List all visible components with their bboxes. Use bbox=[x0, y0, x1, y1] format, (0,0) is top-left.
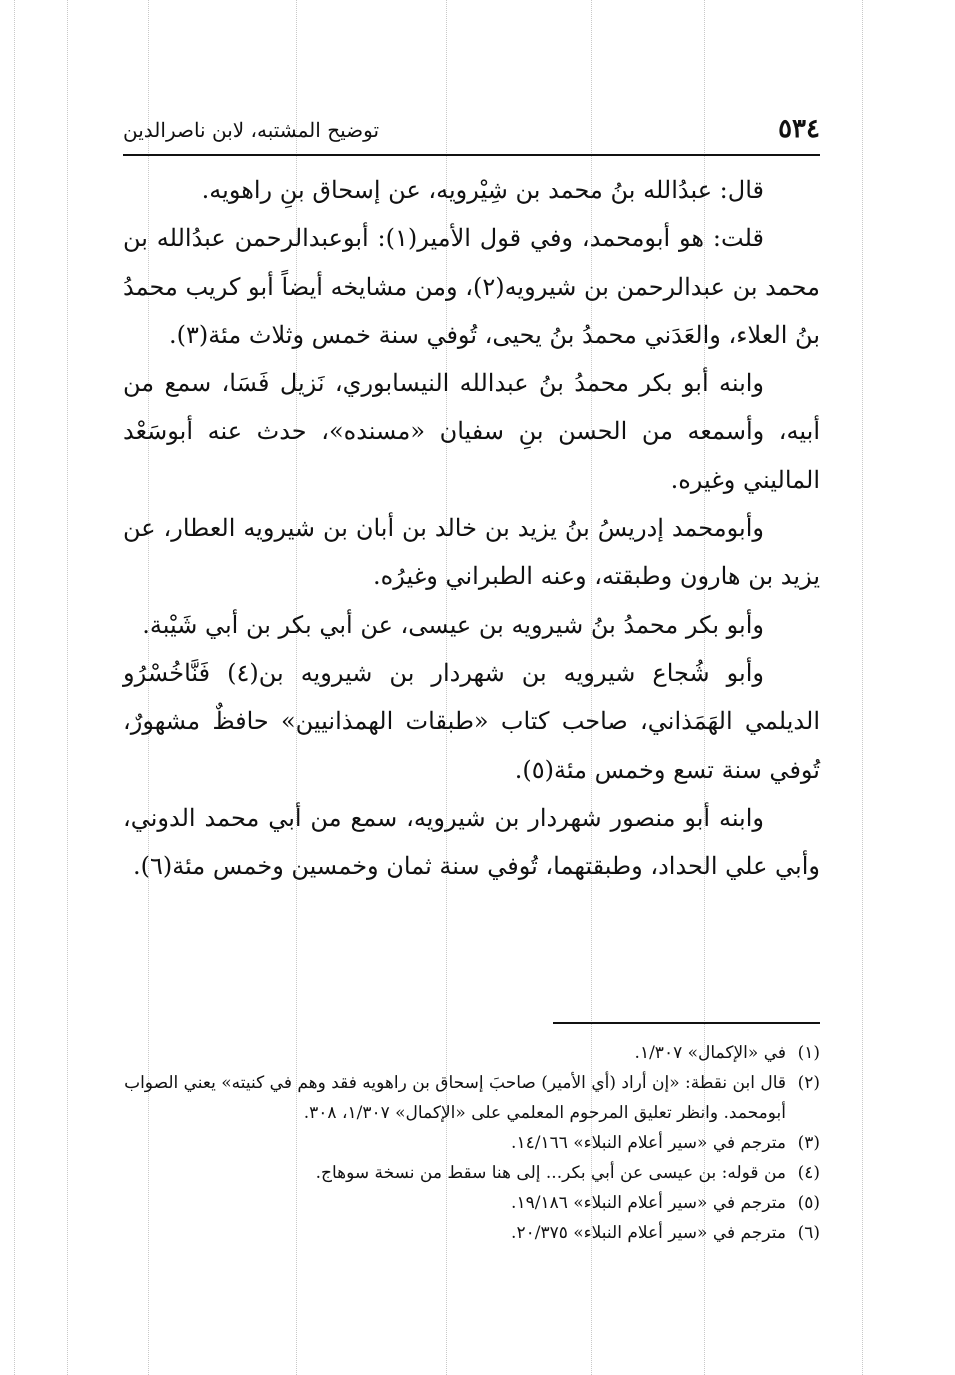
footnote bbox=[123, 1038, 820, 1068]
paragraph: وابنه أبو منصور شهردار بن شيرويه، سمع من أبي محمد الدوني، وأبي علي الحداد، وطبقتهما، تُوفي سنة ثمان وخمسين وخمس مئة(٦). bbox=[123, 803, 820, 881]
footnote-number: (٦) bbox=[797, 1223, 820, 1243]
main-text bbox=[123, 166, 820, 890]
footnote-text: مترجم في «سير أعلام النبلاء» ٢٠/٣٧٥. bbox=[511, 1223, 786, 1243]
footnote bbox=[123, 1158, 820, 1188]
paragraph: وأبو شُجاع شيرويه بن شهردار بن شيرويه بن(٤) فَنَّاخُسْرُو الديلمي الهَمَذاني، صاحب كتاب «طبقات الهمذانيين» حافظٌ مشهورٌ، تُوفي سنة تسع وخمس مئة(٥). bbox=[123, 658, 820, 784]
paragraph: قلت: هو أبومحمد، وفي قول الأمير(١): أبوعبدالرحمن عبدُالله بن محمد بن عبدالرحمن بن شيرويه(٢)، ومن مشايخه أيضاً أبو كريب محمدُ بنُ العلاء، والعَدَني محمدُ بنُ يحيى، تُوفي سنة خمس وثلاث مئة(٣). bbox=[123, 224, 820, 349]
footnotes bbox=[123, 1038, 820, 1248]
footnote-text: قال ابن نقطة: «إن أراد (أي الأمير) صاحبَ إسحاق بن راهويه فقد وهم في كنيته» يعني الصواب أبومحمد. وانظر تعليق المرحوم المعلمي على «الإكمال» ١/٣٠٧، ٣٠٨. bbox=[124, 1073, 786, 1123]
scan-guide-line bbox=[14, 0, 15, 1375]
footnote-number: (١) bbox=[797, 1043, 820, 1063]
footnote bbox=[123, 1068, 820, 1128]
footnote-number: (٥) bbox=[797, 1193, 820, 1213]
page-number: ٥٣٤ bbox=[778, 114, 820, 144]
footnote-text: من قوله: بن عيسى عن أبي بكر... إلى هنا سقط من نسخة سوهاج. bbox=[315, 1163, 786, 1183]
footnote-number: (٣) bbox=[797, 1133, 820, 1153]
scan-guide-line bbox=[862, 0, 863, 1375]
running-title: توضيح المشتبه، لابن ناصرالدين bbox=[123, 118, 380, 142]
paragraph: وأبومحمد إدريسُ بنُ يزيد بن خالد بن أبان بن شيرويه العطار، عن يزيد بن هارون وطبقته، وعنه الطبراني وغيرُه. bbox=[123, 514, 820, 591]
footnote-separator bbox=[553, 1022, 820, 1024]
footnote bbox=[123, 1218, 820, 1248]
page-header bbox=[123, 108, 820, 156]
footnote bbox=[123, 1188, 820, 1218]
scan-guide-line bbox=[67, 0, 68, 1375]
paragraph: وأبو بكر محمدُ بنُ شيرويه بن عيسى، عن أبي بكر بن أبي شَيْبة. bbox=[142, 610, 764, 639]
footnote bbox=[123, 1128, 820, 1158]
footnote-number: (٤) bbox=[797, 1163, 820, 1183]
footnote-number: (٢) bbox=[797, 1073, 820, 1093]
paragraph: وابنه أبو بكر محمدُ بنُ عبدالله النيسابوري، نَزيل فَسَا، سمع من أبيه، وأسمعه من الحسن بنِ سفيان «مسنده»، حدث عنه أبوسَعْد الماليني وغيره. bbox=[123, 369, 820, 494]
footnote-text: في «الإكمال» ١/٣٠٧. bbox=[634, 1043, 786, 1063]
footnote-text: مترجم في «سير أعلام النبلاء» ١٩/١٨٦. bbox=[511, 1193, 786, 1213]
footnote-text: مترجم في «سير أعلام النبلاء» ١٤/١٦٦. bbox=[511, 1133, 786, 1153]
paragraph: قال: عبدُالله بنُ محمد بن شِيْرويه، عن إسحاق بنِ راهويه. bbox=[201, 176, 764, 204]
